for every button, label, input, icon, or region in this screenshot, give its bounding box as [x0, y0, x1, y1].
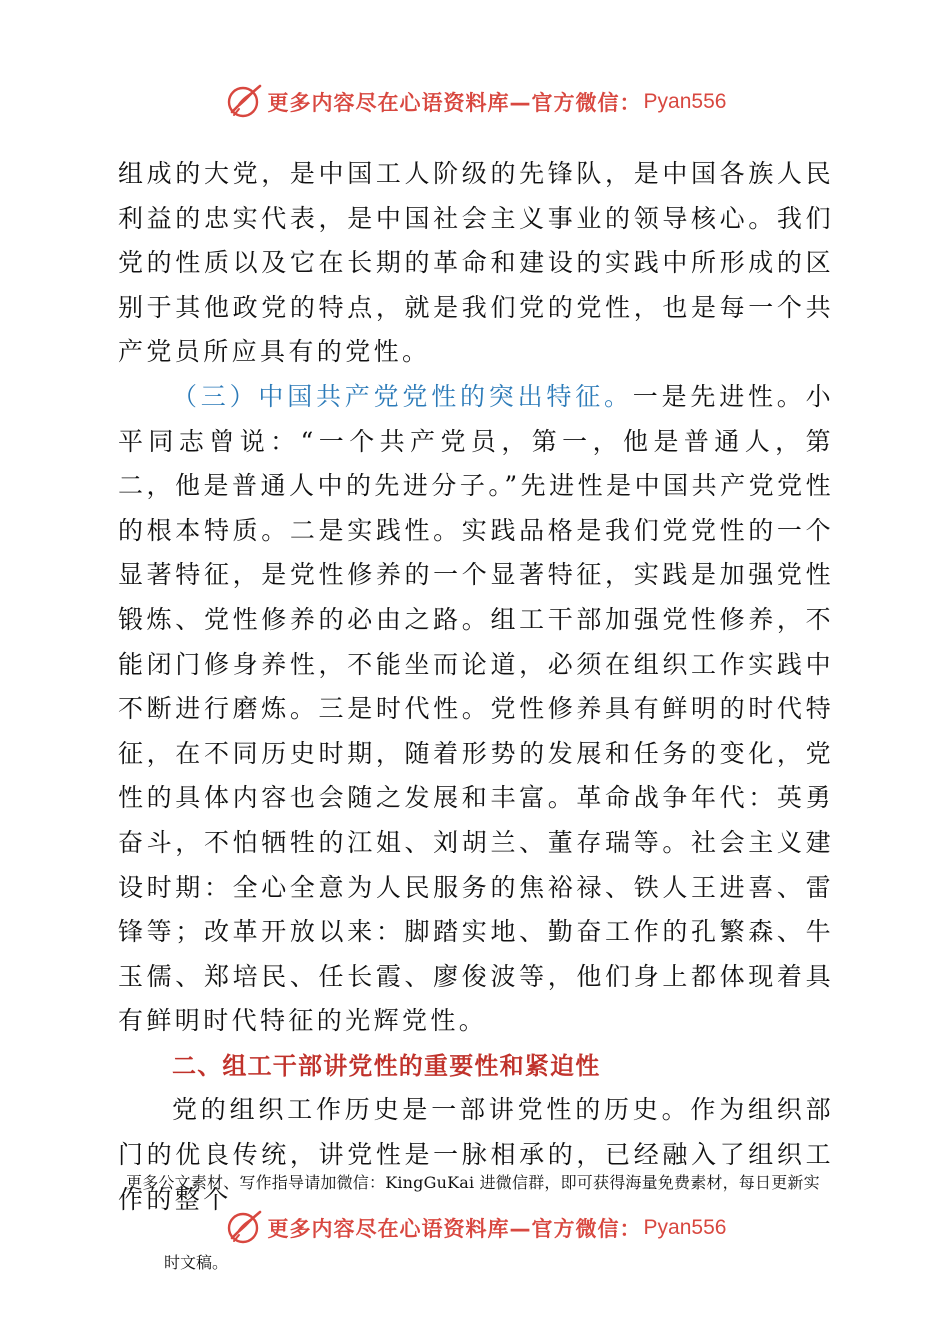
banner-text: 更多内容尽在心语资料库—官方微信： — [267, 91, 642, 115]
quill-logo-icon — [224, 82, 264, 122]
footer-banner — [0, 1206, 950, 1250]
quill-logo-icon — [224, 1208, 264, 1248]
paragraph-party-nature: 组成的大党，是中国工人阶级的先锋队，是中国各族人民利益的忠实代表，是中国社会主义事业的领导核心。我们党的性质以及它在长期的革命和建设的实践中所形成的区别于其他政党的特点，就是我们党的党性，也是每一个共产党员所应具有的党性。 — [118, 159, 834, 367]
banner-wechat-id: Pyan556 — [643, 90, 727, 113]
paragraph-characteristics-text: 一是先进性。小平同志曾说：“一个共产党员，第一，他是普通人，第二，他是普通人中的先进分子。”先进性是中国共产党党性的根本特质。二是实践性。实践品格是我们党党性的一个显著特征，是党性修养的一个显著特征，实践是加强党性锻炼、党性修养的必由之路。组工干部加强党性修养，不能闭门修身养性，不能坐而论道，必须在组织工作实践中不断进行磨炼。三是时代性。党性修养具有鲜明的时代特征，在不同历史时期，随着形势的发展和任务的变化，党性的具体内容也会随之发展和丰富。革命战争年代：英勇奋斗，不怕牺牲的江姐、刘胡兰、董存瑞等。社会主义建设时期：全心全意为人民服务的焦裕禄、铁人王进喜、雷锋等；改革开放以来：脚踏实地、勤奋工作的孔繁森、牛玉儒、郑培民、任长霞、廖俊波等，他们身上都体现着具有鲜明时代特征的光辉党性。 — [118, 381, 834, 1036]
section-heading: 二、组工干部讲党性的重要性和紧迫性 — [172, 1051, 601, 1080]
footer-note: 更多公文素材、写作指导请加微信：KingGuKai 进微信群，即可获得海量免费素材，每日更新实 — [126, 1173, 820, 1192]
paragraph-organization-history: 党的组织工作历史是一部讲党性的历史。作为组织部门的优良传统，讲党性是一脉相承的，已经融入了组织工作的整个 — [118, 1095, 834, 1214]
subheading-characteristics: （三）中国共产党党性的突出特征。 — [172, 381, 633, 411]
banner-wechat-id: Pyan556 — [643, 1216, 727, 1239]
banner-text: 更多内容尽在心语资料库—官方微信： — [267, 1217, 642, 1241]
header-banner — [0, 80, 950, 124]
paragraph-party-characteristics — [118, 375, 834, 1044]
document-body — [118, 152, 834, 1222]
footer-note-end: 时文稿。 — [164, 1253, 229, 1272]
